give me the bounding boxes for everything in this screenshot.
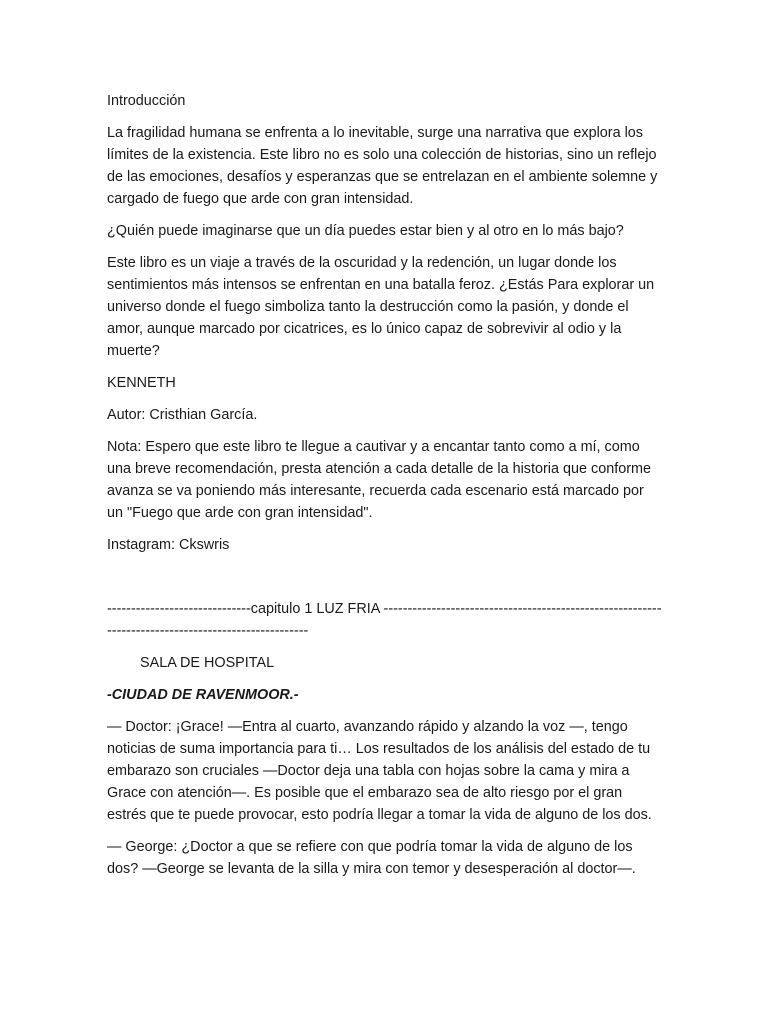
scene-location: SALA DE HOSPITAL [140,655,275,671]
intro-paragraph-3: Este libro es un viaje a través de la oscuridad y la redención, un lugar donde los sentimientos más intensos se enfrentan en una batalla feroz. ¿Estás Para explorar un universo donde el fuego simboliza tanto la destrucción como la pasión, y donde el amor, aunque marcado por cicatrices, es lo único capaz de sobrevivir al odio y la muerte? [107,255,655,359]
dialogue-paragraph-2: — George: ¿Doctor a que se refiere con que podría tomar la vida de alguno de los dos? —George se levanta de la silla y mira con temor y desesperación al doctor—. [107,839,636,877]
instagram-line: Instagram: Ckswris [107,537,230,553]
kenneth-line: KENNETH [107,375,176,391]
author-line: Autor: Cristhian García. [107,407,258,423]
city-heading: -CIUDAD DE RAVENMOOR.- [107,687,299,703]
intro-paragraph-2: ¿Quién puede imaginarse que un día puedes estar bien y al otro en lo más bajo? [107,223,624,239]
spacer [107,566,663,598]
note-paragraph: Nota: Espero que este libro te llegue a cautivar y a encantar tanto como a mí, como una breve recomendación, presta atención a cada detalle de la historia que conforme avanza se va poniendo más interesante, recuerda cada escenario está marcado por un "Fuego que arde con gran intensidad". [107,439,651,521]
intro-heading: Introducción [107,93,186,109]
chapter-divider: ------------------------------capitulo 1 LUZ FRIA ---------------------------------------------------------------------------------------------------- [107,601,662,639]
dialogue-paragraph-1: — Doctor: ¡Grace! —Entra al cuarto, avanzando rápido y alzando la voz —, tengo noticias de suma importancia para ti… Los resultados de los análisis del estado de tu embarazo son cruciales —Doctor deja una tabla con hojas sobre la cama y mira a Grace con atención—. Es posible que el embarazo sea de alto riesgo por el gran estrés que te puede provocar, esto podría llegar a tomar la vida de alguno de los dos. [107,719,652,823]
intro-paragraph-1: La fragilidad humana se enfrenta a lo inevitable, surge una narrativa que explora los límites de la existencia. Este libro no es solo una colección de historias, sino un reflejo de las emociones, desafíos y esperanzas que se entrelazan en el ambiente solemne y cargado de fuego que arde con gran intensidad. [107,125,658,207]
document-page [107,90,663,890]
